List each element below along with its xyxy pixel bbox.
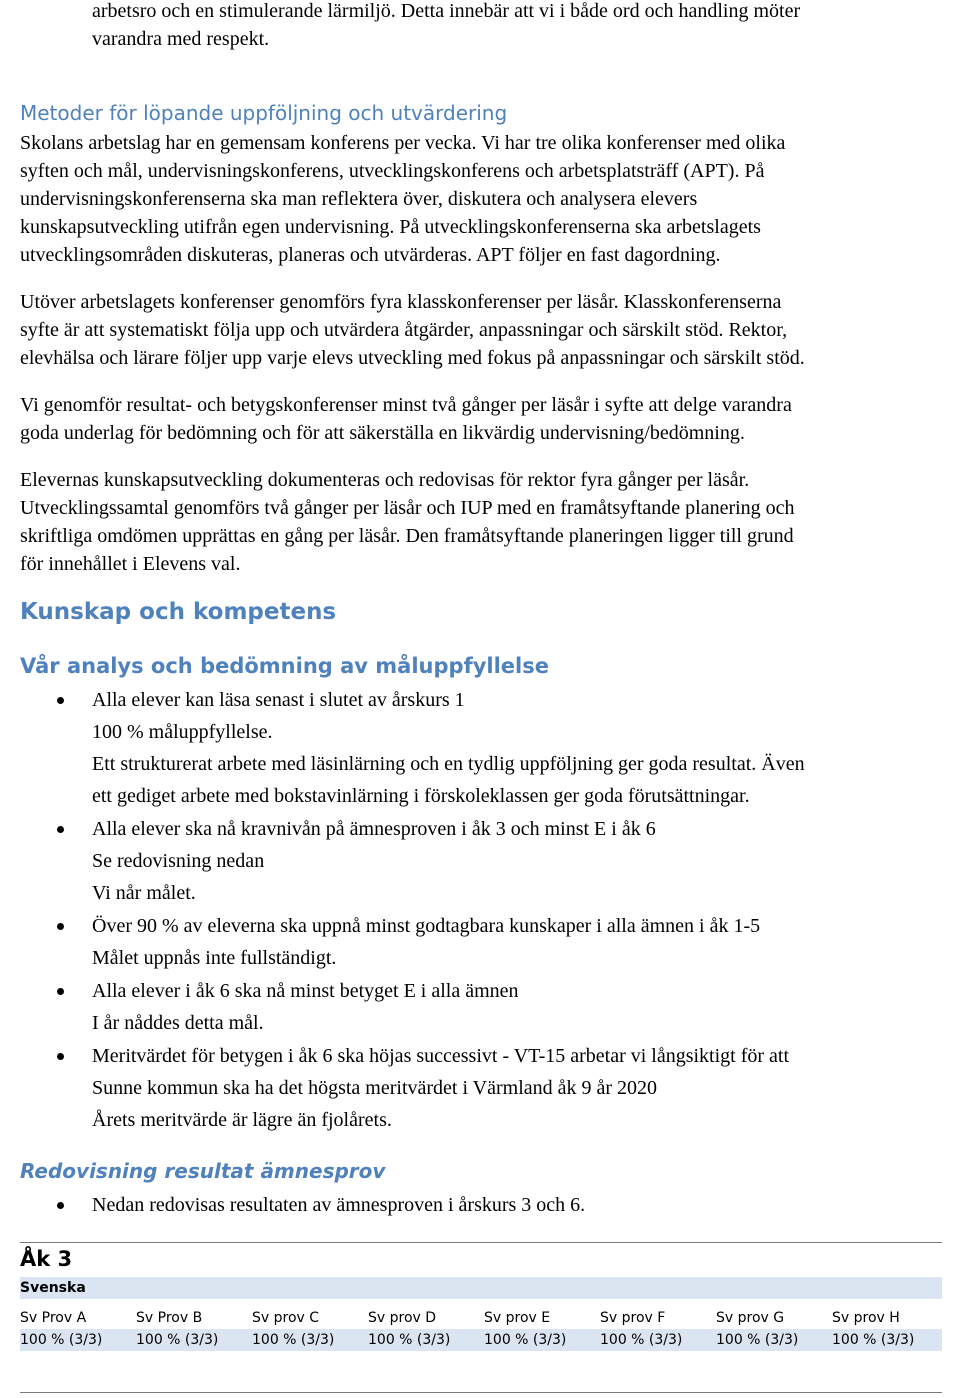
redovisning-list	[20, 1189, 960, 1221]
text-line: goda underlag för bedömning och för att säkerställa en likvärdig undervisning/bedömning.	[20, 422, 745, 444]
column-header: Sv prov E	[484, 1307, 600, 1329]
result-cell: 100 % (3/3)	[484, 1329, 600, 1351]
intro-line: varandra med respekt.	[92, 28, 270, 50]
result-cell: 100 % (3/3)	[20, 1329, 136, 1351]
table-top-rule	[20, 1242, 942, 1243]
goals-list	[20, 684, 960, 1136]
goal-line: Årets meritvärde är lägre än fjolårets.	[92, 1109, 392, 1131]
result-cell: 100 % (3/3)	[716, 1329, 832, 1351]
column-header: Sv prov C	[252, 1307, 368, 1329]
text-line: Vi genomför resultat- och betygskonferenser minst två gånger per läsår i syfte att delge varandra	[20, 394, 792, 416]
results-table	[20, 1307, 942, 1351]
goal-line: Alla elever kan läsa senast i slutet av årskurs 1	[92, 689, 465, 711]
goal-line: Meritvärdet för betygen i åk 6 ska höjas successivt - VT-15 arbetar vi långsiktigt för att	[92, 1045, 790, 1067]
subject-bar	[20, 1277, 942, 1299]
text-line: kunskapsutveckling utifrån egen undervisning. På utvecklingskonferenserna ska arbetslagets	[20, 216, 761, 238]
text-line: Elevernas kunskapsutveckling dokumenteras och redovisas för rektor fyra gånger per läsår.	[20, 469, 750, 491]
metoder-paragraph-3	[20, 391, 960, 447]
goal-item	[20, 813, 960, 909]
goal-line: Se redovisning nedan	[92, 850, 265, 872]
goal-line: Sunne kommun ska ha det högsta meritvärdet i Värmland åk 9 år 2020	[92, 1077, 658, 1099]
kunskap-heading: Kunskap och kompetens	[20, 599, 337, 625]
value-row	[20, 1329, 942, 1351]
goal-line: I år nåddes detta mål.	[92, 1012, 264, 1034]
bullet-icon	[57, 988, 64, 995]
redovisning-line: Nedan redovisas resultaten av ämnesproven i årskurs 3 och 6.	[92, 1194, 586, 1216]
column-header: Sv Prov A	[20, 1307, 136, 1329]
result-cell: 100 % (3/3)	[600, 1329, 716, 1351]
header-row	[20, 1307, 942, 1329]
result-cell: 100 % (3/3)	[368, 1329, 484, 1351]
goal-line: Över 90 % av eleverna ska uppnå minst godtagbara kunskaper i alla ämnen i åk 1-5	[92, 915, 761, 937]
subject-label: Svenska	[20, 1280, 86, 1296]
goal-item	[20, 684, 960, 812]
text-line: syften och mål, undervisningskonferens, utvecklingskonferens och arbetsplatsträff (APT). På	[20, 160, 765, 182]
result-cell: 100 % (3/3)	[136, 1329, 252, 1351]
goal-line: Målet uppnås inte fullständigt.	[92, 947, 337, 969]
goal-line: 100 % måluppfyllelse.	[92, 721, 273, 743]
metoder-heading: Metoder för löpande uppföljning och utvärdering	[20, 101, 508, 125]
text-line: för innehållet i Elevens val.	[20, 553, 241, 575]
column-header: Sv prov H	[832, 1307, 942, 1329]
text-line: elevhälsa och lärare följer upp varje elevs utveckling med fokus på anpassningar och särskilt stöd.	[20, 347, 805, 369]
result-cell: 100 % (3/3)	[832, 1329, 942, 1351]
text-line: syfte är att systematiskt följa upp och utvärdera åtgärder, anpassningar och särskilt stöd. Rektor,	[20, 319, 788, 341]
column-header: Sv prov F	[600, 1307, 716, 1329]
column-header: Sv prov G	[716, 1307, 832, 1329]
text-line: Skolans arbetslag har en gemensam konferens per vecka. Vi har tre olika konferenser med olika	[20, 132, 786, 154]
goal-line: ett gediget arbete med bokstavinlärning i förskoleklassen ger goda förutsättningar.	[92, 785, 750, 807]
analys-subheading: Vår analys och bedömning av måluppfyllelse	[20, 654, 549, 678]
table-bottom-rule	[20, 1392, 942, 1393]
text-line: utvecklingsområden diskuteras, planeras och utvärderas. APT följer en fast dagordning.	[20, 244, 721, 266]
text-line: skriftliga omdömen upprättas en gång per läsår. Den framåtsyftande planeringen ligger till grund	[20, 525, 794, 547]
goal-item	[20, 975, 960, 1039]
metoder-paragraph-1	[20, 129, 960, 269]
text-line: undervisningskonferenserna ska man reflektera över, diskutera och analysera elevers	[20, 188, 698, 210]
bullet-icon	[57, 1053, 64, 1060]
bullet-icon	[57, 697, 64, 704]
text-line: Utöver arbetslagets konferenser genomförs fyra klasskonferenser per läsår. Klasskonferenserna	[20, 291, 782, 313]
metoder-paragraph-4	[20, 466, 960, 578]
goal-line: Alla elever i åk 6 ska nå minst betyget E i alla ämnen	[92, 980, 519, 1002]
goal-line: Vi når målet.	[92, 882, 196, 904]
goal-line: Ett strukturerat arbete med läsinlärning och en tydlig uppföljning ger goda resultat. Även	[92, 753, 805, 775]
goal-item	[20, 910, 960, 974]
metoder-paragraph-2	[20, 288, 960, 372]
result-cell: 100 % (3/3)	[252, 1329, 368, 1351]
intro-paragraph	[20, 0, 800, 53]
text-line: Utvecklingssamtal genomförs två gånger per läsår och IUP med en framåtsyftande planering och	[20, 497, 795, 519]
goal-item	[20, 1040, 960, 1136]
column-header: Sv Prov B	[136, 1307, 252, 1329]
bullet-icon	[57, 1202, 64, 1209]
bullet-icon	[57, 826, 64, 833]
column-header: Sv prov D	[368, 1307, 484, 1329]
goal-line: Alla elever ska nå kravnivån på ämnesproven i åk 3 och minst E i åk 6	[92, 818, 656, 840]
grade-heading: Åk 3	[20, 1247, 73, 1271]
redovisning-item	[20, 1189, 960, 1221]
redovisning-heading: Redovisning resultat ämnesprov	[20, 1159, 386, 1183]
intro-line: arbetsro och en stimulerande lärmiljö. Detta innebär att vi i både ord och handling möter	[92, 0, 801, 22]
bullet-icon	[57, 923, 64, 930]
